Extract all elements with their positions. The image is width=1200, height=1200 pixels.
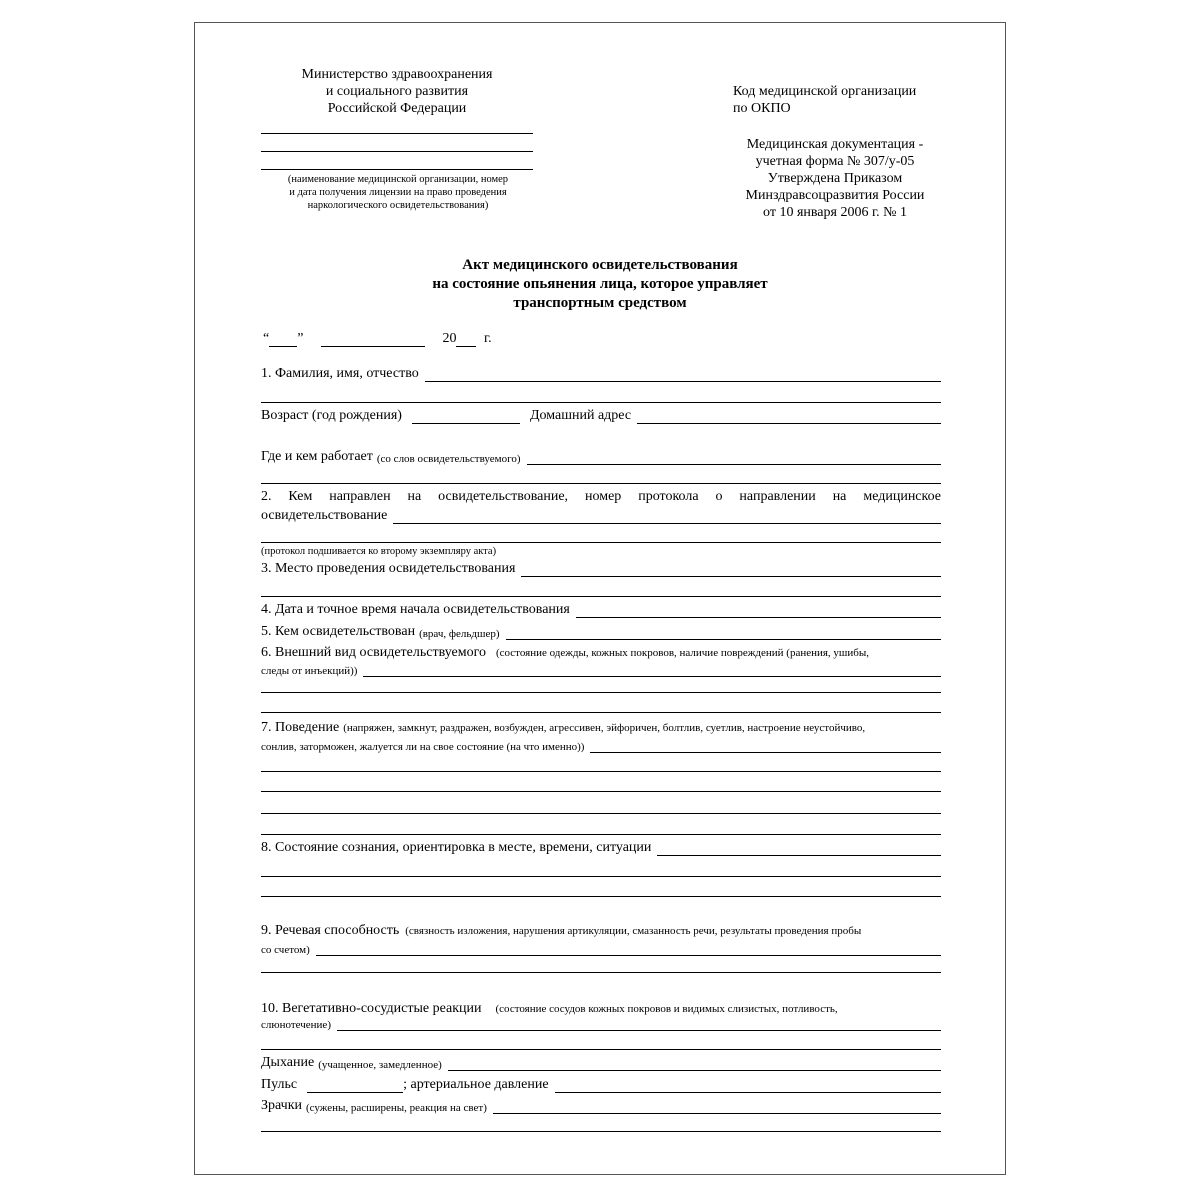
speech-line-2[interactable] [261,972,941,973]
field-2-label-line-2: освидетельствование [261,508,388,523]
examiner-input[interactable] [506,625,941,640]
pupils-label: Зрачки [261,1098,303,1113]
org-caption-line-2: и дата получения лицензии на право проведения [289,187,507,198]
field-6-note-1: (состояние одежды, кожных покровов, наличие повреждений (ранения, ушибы, [495,647,870,659]
field-1-label: 1. Фамилия, имя, отчество [261,366,419,381]
age-address-row [261,406,941,424]
breath-label: Дыхание [261,1055,315,1070]
ministry-line-1: Министерство здравоохранения [301,67,493,82]
appearance-input[interactable] [363,662,941,677]
date-year-suffix: г. [483,331,492,346]
field-9-note-2: со счетом) [261,944,310,956]
ministry-line-2: и социального развития [325,84,469,99]
consciousness-line-2[interactable] [261,876,941,877]
work-label: Где и кем работает [261,449,373,464]
appearance-line-2[interactable] [261,692,941,693]
date-year-prefix: 20 [442,331,457,346]
place-input[interactable] [521,562,941,577]
field-2-label-line-1: 2. Кем направлен на освидетельствование, номер протокола о направлении на медицинское [261,489,941,504]
pulse-row [261,1075,941,1093]
work-row [261,447,941,465]
breath-row [261,1053,941,1071]
appearance-line-3[interactable] [261,712,941,713]
okpo-block [733,83,973,117]
okpo-line-1: Код медицинской организации [733,84,917,99]
work-input[interactable] [527,450,941,465]
field-9-row [261,938,941,956]
date-month-field[interactable] [321,332,425,347]
behavior-line-2[interactable] [261,771,941,772]
ministry-line-3: Российской Федерации [327,101,467,116]
org-name-line-2[interactable] [261,151,533,152]
field-10-row [261,1013,941,1031]
field-3-row [261,559,941,577]
field-6-label: 6. Внешний вид освидетельствуемого [261,645,486,660]
org-name-line-1[interactable] [261,133,533,134]
address-label: Домашний адрес [529,408,632,423]
pulse-input[interactable] [307,1078,403,1093]
date-open-quote: “ [263,331,270,346]
pupils-note: (сужены, расширены, реакция на свет) [306,1102,487,1114]
behavior-line-3[interactable] [261,791,941,792]
field-4-row [261,600,941,618]
doc-info-line-5: от 10 января 2006 г. № 1 [763,205,907,220]
org-caption-line-1: (наименование медицинской организации, номер [287,174,509,185]
pupils-input[interactable] [493,1099,941,1114]
org-caption-line-3: наркологического освидетельствования) [307,200,489,211]
date-row [263,331,492,347]
behavior-input[interactable] [590,738,941,753]
field-10-note-1: (состояние сосудов кожных покровов и видимых слизистых, потливость, [495,1003,838,1015]
org-name-line-3[interactable] [261,169,533,170]
pressure-input[interactable] [555,1078,941,1093]
breath-note: (учащенное, замедленное) [318,1059,442,1071]
vegetative-input[interactable] [337,1016,941,1031]
pupils-line-2[interactable] [261,1131,941,1132]
breath-input[interactable] [448,1056,941,1071]
field-10-label: 10. Вегетативно-сосудистые реакции [261,1001,482,1016]
title-line-1: Акт медицинского освидетельствования [462,257,738,273]
pulse-label: Пульс [261,1077,298,1092]
work-note: (со слов освидетельствуемого) [376,453,521,465]
work-extra-line[interactable] [261,483,941,484]
field-6-row [261,659,941,677]
field-8-row [261,838,941,856]
field-2-row [261,506,941,524]
pressure-label: ; артериальное давление [403,1077,549,1092]
field-7-note-2: сонлив, заторможен, жалуется ли на свое состояние (на что именно)) [261,741,585,753]
age-label: Возраст (год рождения) [261,408,402,423]
field-9-note-1: (связность изложения, нарушения артикуляции, смазанность речи, результаты проведения пробы [405,925,862,937]
pupils-row [261,1096,941,1114]
title-line-3: транспортным средством [513,295,687,311]
field-7-label: 7. Поведение [261,720,340,735]
fio-input[interactable] [425,367,941,382]
date-year-field[interactable] [456,332,476,347]
org-caption [250,173,546,212]
field-4-label: 4. Дата и точное время начала освидетельствования [261,602,570,617]
date-day-field[interactable] [269,332,297,347]
doc-info-line-3: Утверждена Приказом [767,171,903,186]
field-3-label: 3. Место проведения освидетельствования [261,561,516,576]
field-1-row [261,364,941,382]
doc-info-line-1: Медицинская документация - [746,137,924,152]
field-5-label: 5. Кем освидетельствован [261,624,416,639]
field-5-note: (врач, фельдшер) [419,628,500,640]
doc-info-line-4: Минздравсоцразвития России [745,188,925,203]
address-input[interactable] [637,409,941,424]
field-8-label: 8. Состояние сознания, ориентировка в месте, времени, ситуации [261,840,652,855]
behavior-line-5[interactable] [261,834,941,835]
ministry-block [259,66,535,117]
age-input[interactable] [412,409,520,424]
consciousness-input[interactable] [657,841,941,856]
doc-info-line-2: учетная форма № 307/у-05 [755,154,915,169]
referral-extra-line[interactable] [261,542,941,543]
place-extra-line[interactable] [261,596,941,597]
field-5-row [261,622,941,640]
referral-input[interactable] [393,509,941,524]
field-6-note-2: следы от инъекций)) [261,665,358,677]
fio-extra-line[interactable] [261,402,941,403]
datetime-input[interactable] [576,603,941,618]
field-7-note-1: (напряжен, замкнут, раздражен, возбужден, агрессивен, эйфоричен, болтлив, суетлив, настроение неустойчиво, [343,722,866,734]
title-line-2: на состояние опьянения лица, которое управляет [432,276,768,292]
date-close-quote: ” [297,331,304,346]
document-title [300,256,900,313]
field-9-label: 9. Речевая способность [261,923,400,938]
behavior-line-4[interactable] [261,813,941,814]
vegetative-line-2[interactable] [261,1049,941,1050]
speech-input[interactable] [316,941,941,956]
okpo-line-2: по ОКПО [733,101,791,116]
field-7-row [261,735,941,753]
field-2-note: (протокол подшивается ко второму экземпляру акта) [261,546,497,557]
field-10-note-2: слюнотечение) [261,1019,331,1031]
consciousness-line-3[interactable] [261,896,941,897]
doc-info-block [720,136,950,221]
